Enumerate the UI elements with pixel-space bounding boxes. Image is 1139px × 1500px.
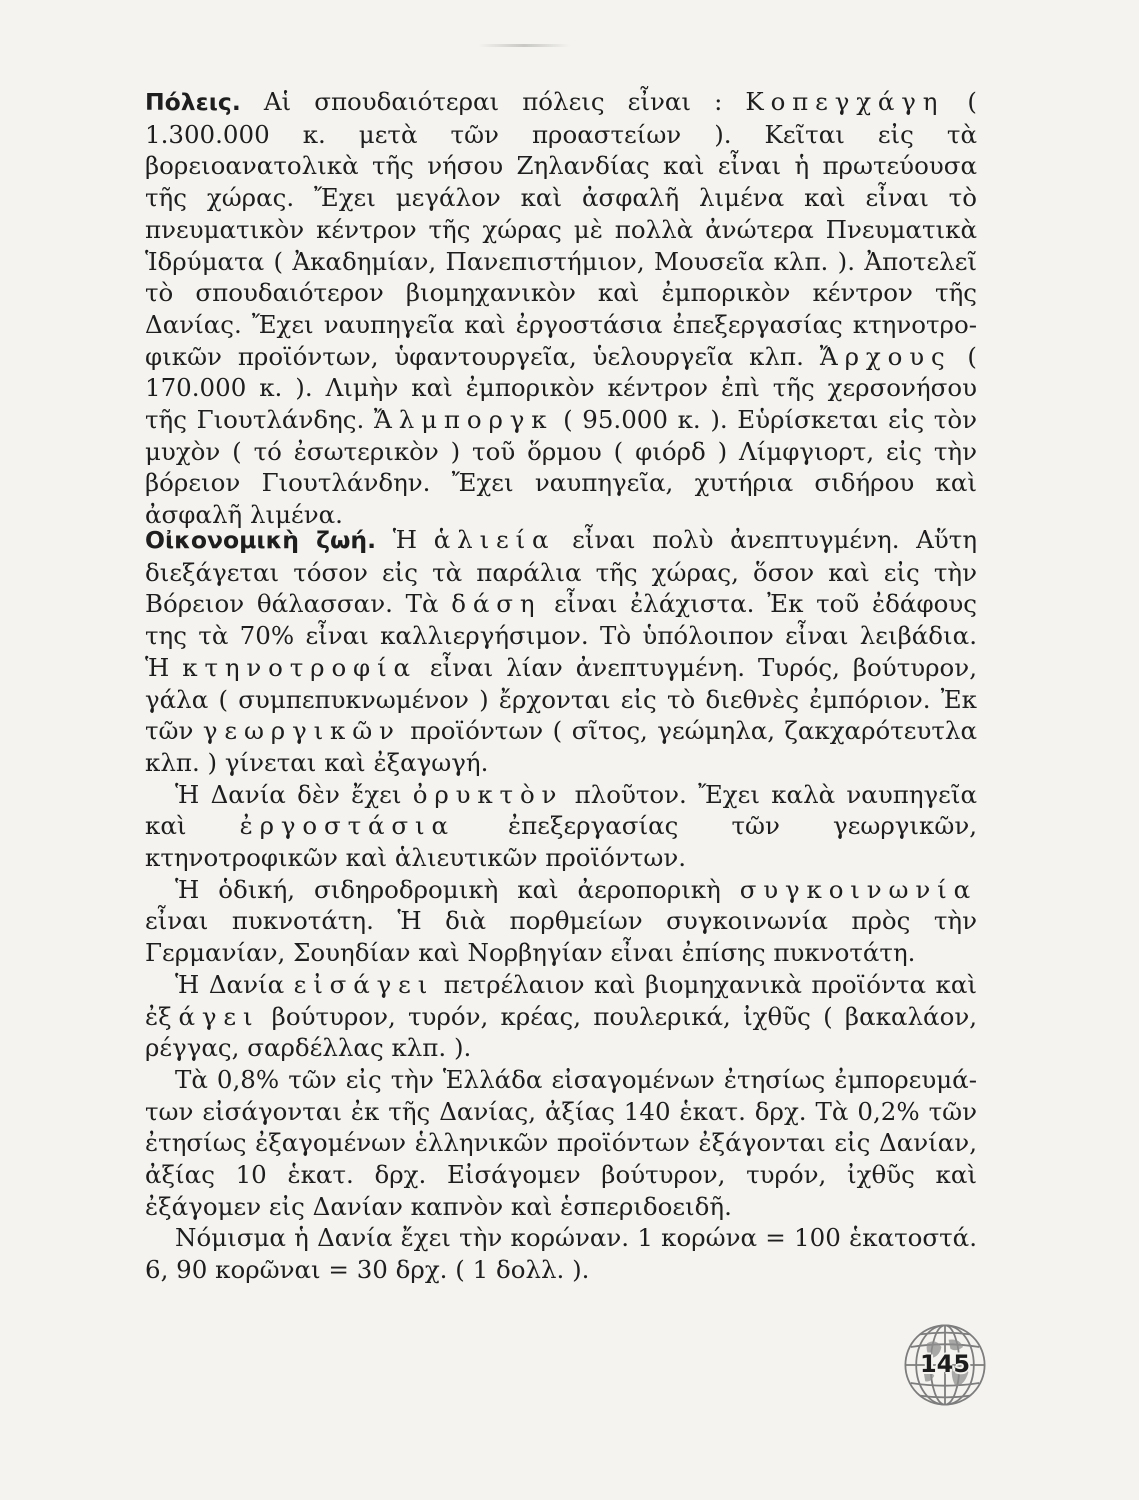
print-smudge xyxy=(478,44,570,47)
cities-heading: Πόλεις. xyxy=(145,88,241,116)
trade-text-3: βούτυρον, τυρόν, κρέας, πουλερικά, ἰχθῦς ( βακαλάον, ρέγγας, σαρδέλλας κλπ. ). xyxy=(145,1001,977,1063)
economy-section xyxy=(145,524,977,1286)
page-number: 145 xyxy=(919,1350,971,1378)
cities-text-4: ( 95.000 κ. ). Εὑρίσκεται εἰς τὸν μυχὸν ( τό ἐσωτερικὸν ) τοῦ ὅρμου ( φιόρδ ) Λίμφγιορτ, εἰς τὴν βόρειον Γιουτλάνδην. Ἔχει ναυπηγεῖα, χυτήρια σιδήρου καὶ ἀσφαλῆ λιμένα. xyxy=(145,405,977,530)
term-livestock: κτηνοτροφία xyxy=(182,652,417,682)
term-communication: συγκοινωνία xyxy=(739,874,977,904)
minerals-text-1: Ἡ Δανία δὲν ἔχει xyxy=(175,779,413,809)
city-arhus: Ἄρχους xyxy=(819,341,952,371)
term-agricultural: γεωργικῶν xyxy=(202,716,401,746)
cities-text-1: Αἱ σπουδαιότεραι πόλεις εἶναι : xyxy=(240,87,746,116)
term-factories: ἐργοστάσια xyxy=(239,811,455,841)
communication-text-2: εἶναι πυκνοτάτη. Ἡ διὰ πορθμείων συγκοινωνία πρὸς τὴν Γερμανίαν, Σουηδίαν καὶ Νορβηγίαν εἶναι ἐπίσης πυκνοτάτη. xyxy=(145,906,977,968)
communication-paragraph xyxy=(145,874,977,969)
minerals-text-3: ἐπεξεργασίας τῶν γεωργικῶν, κτηνοτροφικῶν καὶ ἁλιευτικῶν προϊόντων. xyxy=(145,811,977,873)
trade-paragraph xyxy=(145,969,977,1064)
economy-text-2: εἶναι πολὺ ἀνεπτυγμένη. Αὕτη διεξάγεται τόσον εἰς τὰ παράλια τῆς χώρας, ὅσον καὶ εἰς τὴν Βόρειον θάλασσαν. Τὰ xyxy=(145,525,977,619)
economy-text-3: εἶναι ἐλάχιστα. Ἐκ τοῦ ἐδάφους της τὰ 70% εἶναι καλλιεργήσιμον. Τὸ ὑπόλοιπον εἶναι λειβάδια. Ἡ xyxy=(145,589,977,682)
economy-text-4: εἶναι λίαν ἀνεπτυγμένη. Τυρός, βούτυρον, γάλα ( συμπεπυκνωμένον ) ἔρχονται εἰς τὸ διεθνὲς ἐμπόριον. Ἐκ τῶν xyxy=(145,652,977,746)
term-fishing: ἁλιεία xyxy=(433,525,556,554)
cities-paragraph xyxy=(145,86,977,531)
communication-text-1: Ἡ ὁδική, σιδηροδρομικὴ καὶ ἀεροπορικὴ xyxy=(175,874,740,904)
term-exports: ξάγει xyxy=(158,1001,260,1031)
term-mineral: ὀρυκτὸν xyxy=(412,779,564,809)
city-copenhagen: Κοπεγχάγη xyxy=(745,87,945,116)
city-alborg: Ἄλμποργκ xyxy=(373,405,554,435)
minerals-paragraph xyxy=(145,779,977,874)
trade-text-2: πετρέλαιον καὶ βιομηχανικὰ προϊόντα καὶ ἐ xyxy=(145,969,978,1031)
economy-text-5: προϊόντων ( σῖτος, γεώμηλα, ζακχαρότευτλα κλπ. ) γίνεται καὶ ἐξαγωγή. xyxy=(145,716,978,777)
economy-text-1: Ἡ xyxy=(376,525,434,554)
economy-paragraph xyxy=(145,524,977,779)
cities-section xyxy=(145,86,977,531)
currency-paragraph: Νόμισμα ἡ Δανία ἔχει τὴν κορώναν. 1 κορώνα = 100 ἑκατοστά. 6, 90 κορῶναι = 30 δρχ. ( 1 δολλ. ). xyxy=(145,1223,977,1285)
greece-trade-paragraph: Τὰ 0,8% τῶν εἰς τὴν Ἑλλάδα εἰσαγομένων ἐτησίως ἐμπορευμάτων εἰσάγονται ἐκ τῆς Δανίας, ἀξίας 140 ἑκατ. δρχ. Τὰ 0,2% τῶν ἐτησίως ἐξαγομένων ἑλληνικῶν προϊόντων ἐξάγονται εἰς Δανίαν, ἀξίας 10 ἑκατ. δρχ. Εἰσάγομεν βούτυρον, τυρόν, ἰχθῦς καὶ ἐξάγομεν εἰς Δανίαν καπνὸν καὶ ἑσπεριδοειδῆ. xyxy=(145,1064,977,1221)
trade-text-1: Ἡ Δανία xyxy=(175,969,294,999)
cities-text-2: ( 1.300.000 κ. μετὰ τῶν προαστείων ). Κεῖται εἰς τὰ βορειοανατολικὰ τῆς νήσου Ζηλανδίας καὶ εἶναι ἡ πρωτεύουσα τῆς χώρας. Ἔχει μεγάλον καὶ ἀσφαλῆ λιμένα καὶ εἶναι τὸ πνευματικὸν κέντρον τῆς χώρας μὲ πολλὰ ἀνώτερα Πνευματικὰ Ἱδρύματα ( Ἀκαδημίαν, Πανεπιστήμιον, Μουσεῖα κλπ. ). Ἀποτελεῖ τὸ σπουδαιότερον βιομηχανικὸν καὶ ἐμπορικὸν κέντρον τῆς Δανίας. Ἔχει ναυπηγεῖα καὶ ἐργοστάσια ἐπεξεργασίας κτηνοτροφικῶν προϊόντων, ὑφαντουργεῖα, ὑελουργεῖα κλπ. xyxy=(145,87,977,371)
economy-heading: Οἰκονομικὴ ζωή. xyxy=(145,526,377,554)
term-forests: δάση xyxy=(451,589,542,619)
term-imports: εἰσάγει xyxy=(293,969,435,999)
cities-text-3: ( 170.000 κ. ). Λιμὴν καὶ ἐμπορικὸν κέντρον ἐπὶ τῆς χερσονήσου τῆς Γιουτλάνδης. xyxy=(145,341,977,435)
minerals-text-2: πλοῦτον. Ἔχει καλὰ ναυπηγεῖα καὶ xyxy=(145,779,977,841)
